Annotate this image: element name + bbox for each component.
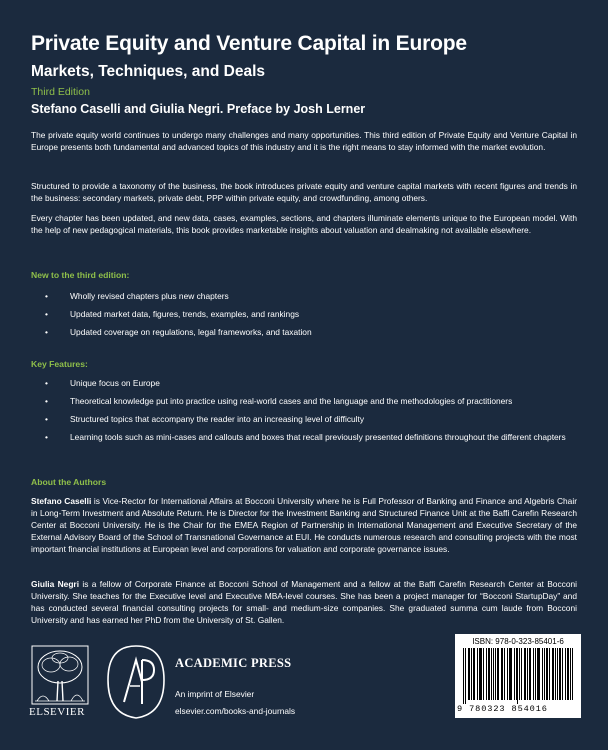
- author-name: Giulia Negri: [31, 579, 80, 589]
- key-features-list: [31, 377, 571, 449]
- bullet-icon: •: [45, 378, 48, 388]
- barcode-bars: [461, 648, 575, 704]
- intro-paragraph-1: The private equity world continues to undergo many challenges and many opportunities. This third edition of Private Equity and Venture Capital in Europe presents both fundamental and advanced topics of this industry and it is the right means to stay informed with the market evolution.: [31, 130, 577, 152]
- barcode: [455, 634, 581, 718]
- new-edition-list: [31, 290, 571, 344]
- author-name: Stefano Caselli: [31, 496, 92, 506]
- publisher-url: elsevier.com/books-and-journals: [175, 706, 296, 716]
- new-edition-heading: New to the third edition:: [31, 270, 130, 280]
- edition-label: Third Edition: [31, 86, 90, 98]
- caselli-bio: [31, 495, 577, 555]
- imprint-name: ACADEMIC PRESS: [175, 656, 292, 670]
- list-item: [31, 308, 571, 320]
- isbn-text: ISBN: 978-0-323-85401-6: [472, 637, 564, 646]
- ean-digits: 9 780323 854016: [457, 704, 548, 714]
- intro-paragraph-3: Every chapter has been updated, and new data, cases, examples, sections, and chapters illuminate elements unique to the European model. With the help of new pedagogical materials, this book provides marketable insights about valuation and dealmaking not available elsewhere.: [31, 213, 577, 235]
- elsevier-wordmark: ELSEVIER: [29, 706, 85, 718]
- imprint-line: An imprint of Elsevier: [175, 689, 255, 699]
- bullet-icon: •: [45, 396, 48, 406]
- about-authors-heading: About the Authors: [31, 477, 107, 487]
- list-item-text: Theoretical knowledge put into practice using real-world cases and the language and the methodologies of practitioners: [70, 396, 513, 406]
- list-item: [31, 413, 571, 425]
- negri-bio: [31, 578, 577, 626]
- book-subtitle: Markets, Techniques, and Deals: [31, 63, 266, 80]
- bullet-icon: •: [45, 291, 48, 301]
- list-item: [31, 431, 571, 443]
- bullet-icon: •: [45, 432, 48, 442]
- academic-press-logo: [102, 642, 170, 722]
- author-bio-text: is a fellow of Corporate Finance at Bocconi School of Management and a fellow at the Baffi Carefin Research Center at Bocconi University. She teaches for the Executive level and Executive MBA-level courses. She has been a project manager for “Bocconi StartupDay” and has conducted several financial consulting projects for small- and medium-size companies. She graduated summa cum laude from Bocconi University and has earned her PhD from the University of St. Gallen.: [31, 579, 577, 625]
- key-features-heading: Key Features:: [31, 359, 88, 369]
- list-item-text: Learning tools such as mini-cases and callouts and boxes that recall previously presented definitions throughout the different chapters: [70, 432, 566, 442]
- list-item-text: Updated market data, figures, trends, examples, and rankings: [70, 309, 300, 319]
- list-item: [31, 395, 571, 407]
- bullet-icon: •: [45, 309, 48, 319]
- list-item-text: Unique focus on Europe: [70, 378, 160, 388]
- intro-paragraph-2: Structured to provide a taxonomy of the business, the book introduces private equity and venture capital markets with recent figures and trends in the business: secondary markets, private debt, PPP within private equity, and crowdfunding, among others.: [31, 181, 577, 203]
- authors-line: Stefano Caselli and Giulia Negri. Preface by Josh Lerner: [31, 102, 366, 116]
- list-item: [31, 326, 571, 338]
- list-item-text: Wholly revised chapters plus new chapters: [70, 291, 229, 301]
- list-item: [31, 377, 571, 389]
- list-item-text: Structured topics that accompany the reader into an increasing level of difficulty: [70, 414, 365, 424]
- bullet-icon: •: [45, 414, 48, 424]
- list-item-text: Updated coverage on regulations, legal frameworks, and taxation: [70, 327, 312, 337]
- list-item: [31, 290, 571, 302]
- author-bio-text: is Vice-Rector for International Affairs at Bocconi University where he is Full Professor of Banking and Finance and Algebris Chair in Long-Term Investment and Absolute Return. He is Director for the Investment Banking and Structured Finance Unit at the Baffi Carefin Research Center at Bocconi University. He is the Chair for the EMEA Region of Partnership in International Management and Executive Secretary of the External Advisory Board of the School of Transnational Governance at EUI. He conducts numerous research and consulting projects with the most important financial institutions at European level and corporations for valuation and corporate governance issues.: [31, 496, 577, 554]
- book-title: Private Equity and Venture Capital in Europe: [31, 32, 467, 55]
- bullet-icon: •: [45, 327, 48, 337]
